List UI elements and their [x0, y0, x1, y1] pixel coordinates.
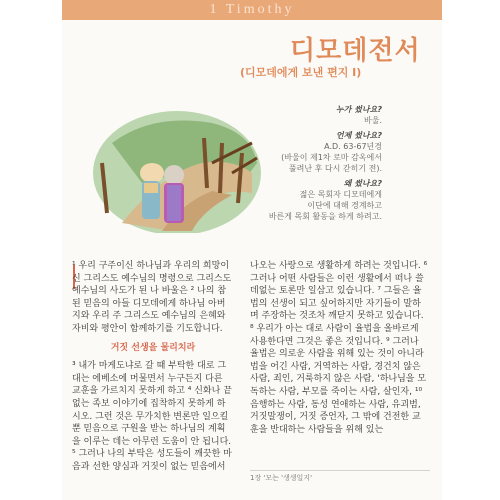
- info-answer: 바울.: [364, 116, 382, 125]
- info-answer: 이단에 대해 경계하고: [307, 201, 382, 210]
- info-answer: A.D. 63-67년경: [324, 142, 382, 151]
- verse-paragraph: ³ 내가 마게도냐로 갈 때 부탁한 대로 그대는 에베소에 머물면서 누구든지 다른 교훈을 가르치지 못하게 하고 ⁴ 신화나 끝없는 족보 이야기에 집착하지 못하게 하시오. 그런 것은 무가치한 변론만 일으킬 뿐 믿음으로 구원을 받는 하나님의 계획을 이루는 데는 아무런 도움이 안 됩니다. ⁵ 그러나 나의 부탁은 성도들이 깨끗한 마음과 선한 양심과 거짓이 없는 믿음에서: [72, 361, 232, 472]
- info-who: [262, 104, 382, 126]
- verse-paragraph: ¹ 우리 구주이신 하나님과 우리의 희망이신 그리스도 예수님의 명령으로 그리스도 예수님의 사도가 된 나 바울은 ² 나의 참된 믿음의 아들 디모데에게 하나님 아버지와 우리 주 그리스도 예수님의 은혜와 자비와 평안이 함께하기를 기도합니다.: [72, 261, 232, 334]
- info-answer: 젊은 목회자 디모데에게: [299, 190, 382, 199]
- info-answer: 바른게 목회 활동을 하게 하려고.: [268, 212, 382, 221]
- verse-paragraph: 나오는 사랑으로 생활하게 하려는 것입니다. ⁶ 그러나 어떤 사람들은 이런 생활에서 떠나 쓸데없는 토론만 일삼고 있습니다. ⁷ 그들은 율법의 선생이 되고 싶어하지만 자기들이 말하며 주장하는 것조차 깨닫지 못하고 있습니다. ⁸ 우리가 아는 대로 사람이 율법을 올바르게 사용한다면 그것은 좋은 것입니다. ⁹ 그러나 율법은 의로운 사람을 위해 있는 것이 아니라 법을 어긴 사람, 거역하는 사람, 경건치 않은 사람, 죄인, 거룩하지 않은 사람, '하나님을 모독하는 사람, 부모를 죽이는 사람, 살인자, ¹⁰ 음행하는 사람, 동성 연애하는 사람, 유괴범, 거짓말쟁이, 거짓 증언자, 그 밖에 건전한 교훈을 반대하는 사람들을 위해 있는: [250, 261, 428, 435]
- section-heading: 거짓 선생을 물리치라: [110, 342, 196, 353]
- info-question: 왜 썼나요?: [343, 179, 382, 188]
- info-why: [262, 178, 382, 222]
- info-answer: 풀려난 후 다시 갇히기 전).: [288, 164, 382, 173]
- info-answer: (바울이 제1차 로마 감옥에서: [281, 153, 382, 162]
- text-column-left: [72, 260, 234, 474]
- info-question: 누가 썼나요?: [335, 105, 382, 114]
- info-question: 언제 썼나요?: [335, 131, 382, 140]
- banner-title: 1 Timothy: [209, 2, 295, 17]
- text-column-right: [250, 260, 428, 436]
- book-banner: [62, 0, 442, 20]
- info-when: [262, 130, 382, 174]
- book-subtitle: (디모데에게 보낸 편지 I): [240, 66, 362, 79]
- page-footer: 1장 '모는 '생생일지': [250, 470, 430, 485]
- book-info: [262, 100, 382, 222]
- illustration-paul-timothy: [92, 103, 262, 233]
- book-title: 디모데전서: [290, 36, 421, 66]
